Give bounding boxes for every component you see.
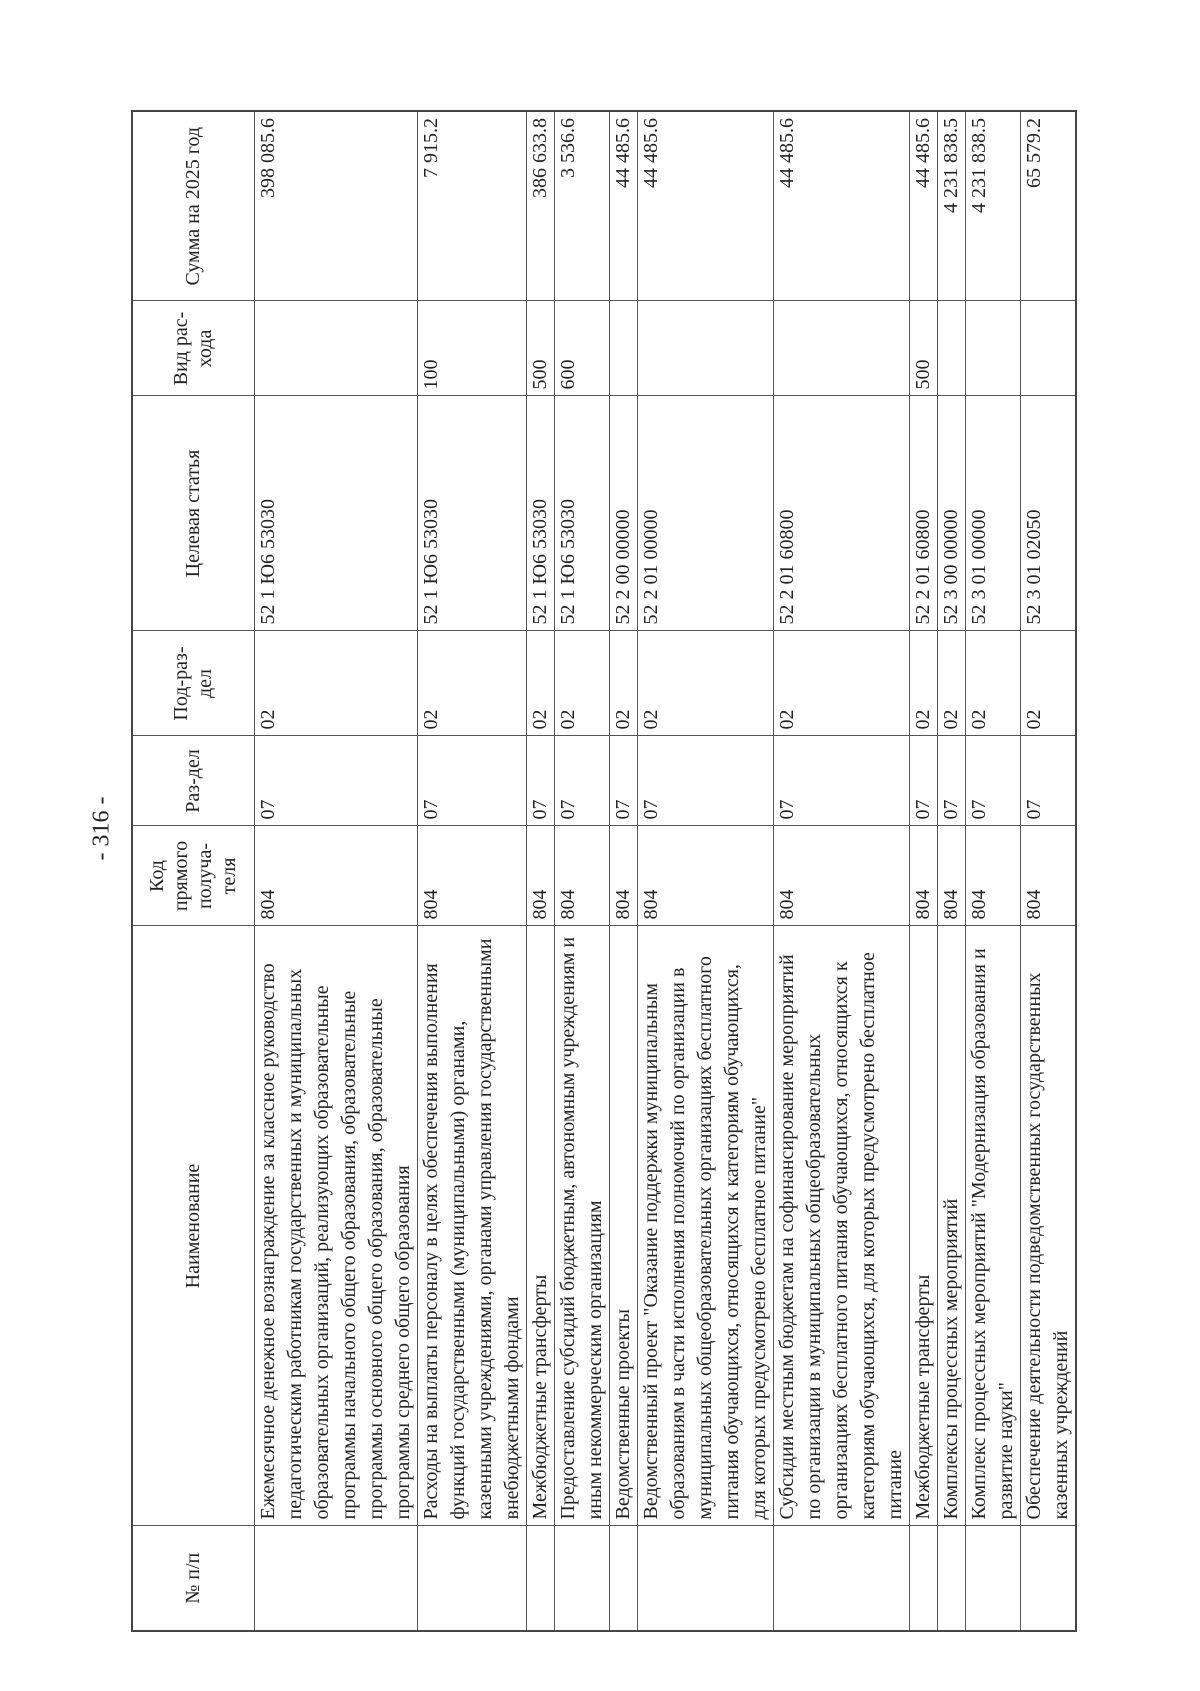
row-section: 07 bbox=[417, 736, 526, 826]
row-name: Ежемесячное денежное вознаграждение за классное руководство педагогическим работникам государственных и муниципальных образовательных организаций, реализующих образовательные программы начального общего образования, образовательные программы основного общего образования, образовательные программы среднего общего образования bbox=[254, 926, 417, 1526]
row-sum: 7 915.2 bbox=[417, 111, 526, 301]
row-section: 07 bbox=[526, 736, 554, 826]
table-row bbox=[1020, 111, 1076, 1631]
row-expense-type bbox=[773, 301, 909, 396]
row-target-article: 52 3 00 00000 bbox=[937, 396, 965, 631]
row-num bbox=[609, 1526, 637, 1631]
row-target-article: 52 1 Ю6 53030 bbox=[254, 396, 417, 631]
row-num bbox=[554, 1526, 609, 1631]
header-num: № п/п bbox=[132, 1526, 254, 1631]
table-row bbox=[909, 111, 937, 1631]
row-sum: 398 085.6 bbox=[254, 111, 417, 301]
row-target-article: 52 1 Ю6 53030 bbox=[526, 396, 554, 631]
row-expense-type: 100 bbox=[417, 301, 526, 396]
row-subsection: 02 bbox=[937, 631, 965, 736]
row-expense-type bbox=[609, 301, 637, 396]
table-row bbox=[417, 111, 526, 1631]
row-section: 07 bbox=[609, 736, 637, 826]
row-target-article: 52 1 Ю6 53030 bbox=[417, 396, 526, 631]
row-name: Обеспечение деятельности подведомственных государственных казенных учреждений bbox=[1020, 926, 1076, 1526]
header-subsection: Под-раз-дел bbox=[132, 631, 254, 736]
row-num bbox=[417, 1526, 526, 1631]
row-subsection: 02 bbox=[773, 631, 909, 736]
row-name: Комплекс процессных мероприятий "Модернизация образования и развитие науки" bbox=[965, 926, 1020, 1526]
row-sum: 3 536.6 bbox=[554, 111, 609, 301]
row-recipient-code: 804 bbox=[909, 826, 937, 926]
table-row bbox=[526, 111, 554, 1631]
row-name: Субсидии местным бюджетам на софинансирование мероприятий по организации в муниципальных общеобразовательных организациях бесплатного питания обучающихся, относящихся к категориям обучающихся, для которых предусмотрено бесплатное питание bbox=[773, 926, 909, 1526]
table-row bbox=[937, 111, 965, 1631]
row-section: 07 bbox=[554, 736, 609, 826]
row-recipient-code: 804 bbox=[773, 826, 909, 926]
row-recipient-code: 804 bbox=[554, 826, 609, 926]
row-recipient-code: 804 bbox=[1020, 826, 1076, 926]
row-name: Межбюджетные трансферты bbox=[526, 926, 554, 1526]
row-target-article: 52 1 Ю6 53030 bbox=[554, 396, 609, 631]
row-target-article: 52 3 01 02050 bbox=[1020, 396, 1076, 631]
row-subsection: 02 bbox=[909, 631, 937, 736]
row-name: Комплексы процессных мероприятий bbox=[937, 926, 965, 1526]
row-num bbox=[909, 1526, 937, 1631]
row-sum: 44 485.6 bbox=[609, 111, 637, 301]
row-sum: 4 231 838.5 bbox=[937, 111, 965, 301]
row-subsection: 02 bbox=[1020, 631, 1076, 736]
row-recipient-code: 804 bbox=[417, 826, 526, 926]
row-section: 07 bbox=[773, 736, 909, 826]
row-section: 07 bbox=[937, 736, 965, 826]
row-section: 07 bbox=[909, 736, 937, 826]
row-recipient-code: 804 bbox=[254, 826, 417, 926]
table-row bbox=[554, 111, 609, 1631]
row-name: Предоставление субсидий бюджетным, автономным учреждениям и иным некоммерческим организациям bbox=[554, 926, 609, 1526]
row-expense-type: 500 bbox=[526, 301, 554, 396]
row-recipient-code: 804 bbox=[965, 826, 1020, 926]
row-num bbox=[965, 1526, 1020, 1631]
row-section: 07 bbox=[254, 736, 417, 826]
row-recipient-code: 804 bbox=[609, 826, 637, 926]
row-recipient-code: 804 bbox=[526, 826, 554, 926]
row-target-article: 52 3 01 00000 bbox=[965, 396, 1020, 631]
row-num bbox=[526, 1526, 554, 1631]
row-num bbox=[937, 1526, 965, 1631]
row-expense-type: 600 bbox=[554, 301, 609, 396]
row-expense-type bbox=[965, 301, 1020, 396]
row-section: 07 bbox=[965, 736, 1020, 826]
row-sum: 44 485.6 bbox=[773, 111, 909, 301]
rotated-table-container bbox=[131, 112, 1076, 1632]
row-name: Расходы на выплаты персоналу в целях обеспечения выполнения функций государственными (муниципальными) органами, казенными учреждениями, органами управления государственными внебюджетными фондами bbox=[417, 926, 526, 1526]
row-section: 07 bbox=[1020, 736, 1076, 826]
page-number: - 316 - bbox=[88, 796, 115, 861]
header-expense-type: Вид рас-хода bbox=[132, 301, 254, 396]
row-recipient-code: 804 bbox=[937, 826, 965, 926]
row-section: 07 bbox=[637, 736, 773, 826]
row-subsection: 02 bbox=[254, 631, 417, 736]
row-num bbox=[254, 1526, 417, 1631]
row-subsection: 02 bbox=[554, 631, 609, 736]
row-expense-type bbox=[254, 301, 417, 396]
row-sum: 44 485.6 bbox=[637, 111, 773, 301]
header-name: Наименование bbox=[132, 926, 254, 1526]
row-num bbox=[1020, 1526, 1076, 1631]
row-sum: 44 485.6 bbox=[909, 111, 937, 301]
row-subsection: 02 bbox=[637, 631, 773, 736]
row-name: Межбюджетные трансферты bbox=[909, 926, 937, 1526]
row-target-article: 52 2 01 00000 bbox=[637, 396, 773, 631]
table-row bbox=[254, 111, 417, 1631]
header-target-article: Целевая статья bbox=[132, 396, 254, 631]
row-num bbox=[637, 1526, 773, 1631]
row-target-article: 52 2 01 60800 bbox=[773, 396, 909, 631]
header-recipient-code: Код прямого получа-теля bbox=[132, 826, 254, 926]
table-row bbox=[637, 111, 773, 1631]
row-sum: 4 231 838.5 bbox=[965, 111, 1020, 301]
row-name: Ведомственные проекты bbox=[609, 926, 637, 1526]
row-sum: 65 579.2 bbox=[1020, 111, 1076, 301]
row-target-article: 52 2 00 00000 bbox=[609, 396, 637, 631]
table-row bbox=[773, 111, 909, 1631]
row-expense-type: 500 bbox=[909, 301, 937, 396]
row-subsection: 02 bbox=[526, 631, 554, 736]
row-sum: 386 633.8 bbox=[526, 111, 554, 301]
row-subsection: 02 bbox=[965, 631, 1020, 736]
row-subsection: 02 bbox=[609, 631, 637, 736]
budget-table bbox=[131, 110, 1077, 1632]
row-expense-type bbox=[1020, 301, 1076, 396]
row-subsection: 02 bbox=[417, 631, 526, 736]
row-recipient-code: 804 bbox=[637, 826, 773, 926]
row-expense-type bbox=[637, 301, 773, 396]
table-row bbox=[965, 111, 1020, 1631]
table-row bbox=[609, 111, 637, 1631]
row-expense-type bbox=[937, 301, 965, 396]
row-name: Ведомственный проект "Оказание поддержки муниципальным образованиям в части исполнения полномочий по организации в муниципальных общеобразовательных организациях бесплатного питания обучающихся, относящихся к категориям обучающихся, для которых предусмотрено бесплатное питание" bbox=[637, 926, 773, 1526]
row-target-article: 52 2 01 60800 bbox=[909, 396, 937, 631]
header-section: Раз-дел bbox=[132, 736, 254, 826]
header-sum: Сумма на 2025 год bbox=[132, 111, 254, 301]
row-num bbox=[773, 1526, 909, 1631]
table-header-row bbox=[132, 111, 254, 1631]
